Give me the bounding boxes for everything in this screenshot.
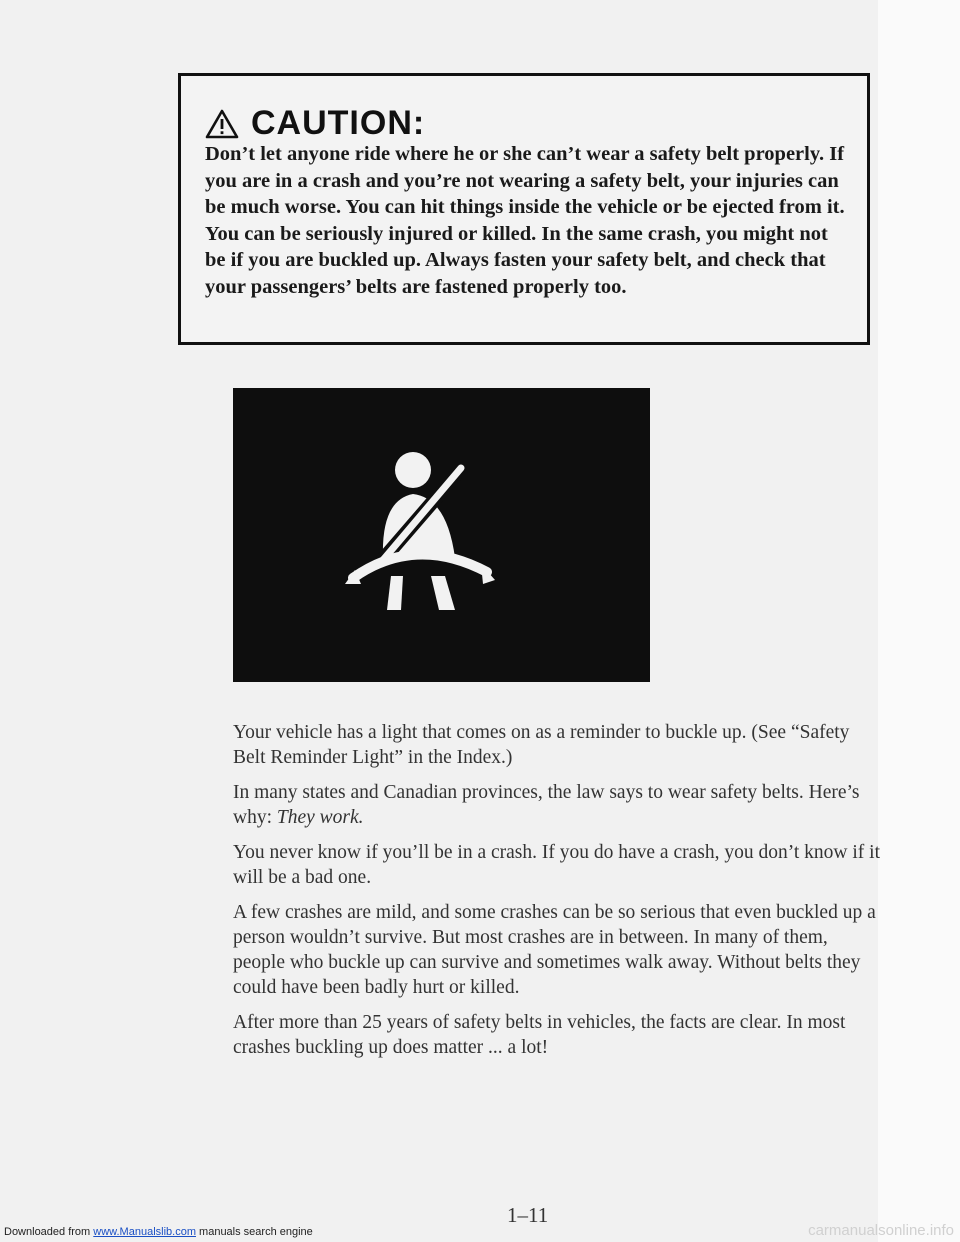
- seatbelt-reminder-icon: [233, 388, 650, 682]
- manualslib-link[interactable]: www.Manualslib.com: [93, 1226, 196, 1238]
- warning-triangle-icon: [205, 109, 239, 139]
- seatbelt-reminder-photo: [233, 388, 650, 682]
- paragraph-law: [233, 780, 883, 830]
- paragraph-law-text: In many states and Canadian provinces, the law says to wear safety belts. Here’s why:: [233, 782, 860, 828]
- page-number: 1–11: [507, 1203, 549, 1227]
- footer-prefix: Downloaded from: [4, 1226, 94, 1238]
- watermark: carmanualsonline.info: [808, 1222, 954, 1239]
- caution-text: Don’t let anyone ride where he or she can’t wear a safety belt properly. If you are in a crash and you’re not wearing a safety belt, your injuries can be much worse. You can hit things inside the vehicle or be ejected from it. You can be seriously injured or killed. In the same crash, you might not be if you are buckled up. Always fasten your safety belt, and check that your passengers’ belts are fastened properly too.: [205, 143, 845, 298]
- download-footer: [4, 1226, 313, 1238]
- paragraph-crash-unknown: You never know if you’ll be in a crash. If you do have a crash, you don’t know if it will be a bad one.: [233, 842, 880, 888]
- paragraph-facts: After more than 25 years of safety belts in vehicles, the facts are clear. In most crashes buckling up does matter ... a lot!: [233, 1012, 846, 1058]
- caution-header: [205, 104, 425, 143]
- footer-suffix: manuals search engine: [195, 1226, 313, 1238]
- body-text: [233, 720, 883, 1070]
- caution-box: [178, 73, 870, 345]
- paragraph-crash-severity: A few crashes are mild, and some crashes can be so serious that even buckled up a person wouldn’t survive. But most crashes are in between. In many of them, people who buckle up can survive and sometimes walk away. Without belts they could have been badly hurt or killed.: [233, 902, 876, 998]
- caution-title: CAUTION:: [251, 104, 426, 142]
- paragraph-reminder-light: Your vehicle has a light that comes on as a reminder to buckle up. (See “Safety Belt Reminder Light” in the Index.): [233, 722, 850, 768]
- paragraph-law-emphasis: They work.: [276, 807, 364, 828]
- page-margin-strip: [878, 0, 960, 1242]
